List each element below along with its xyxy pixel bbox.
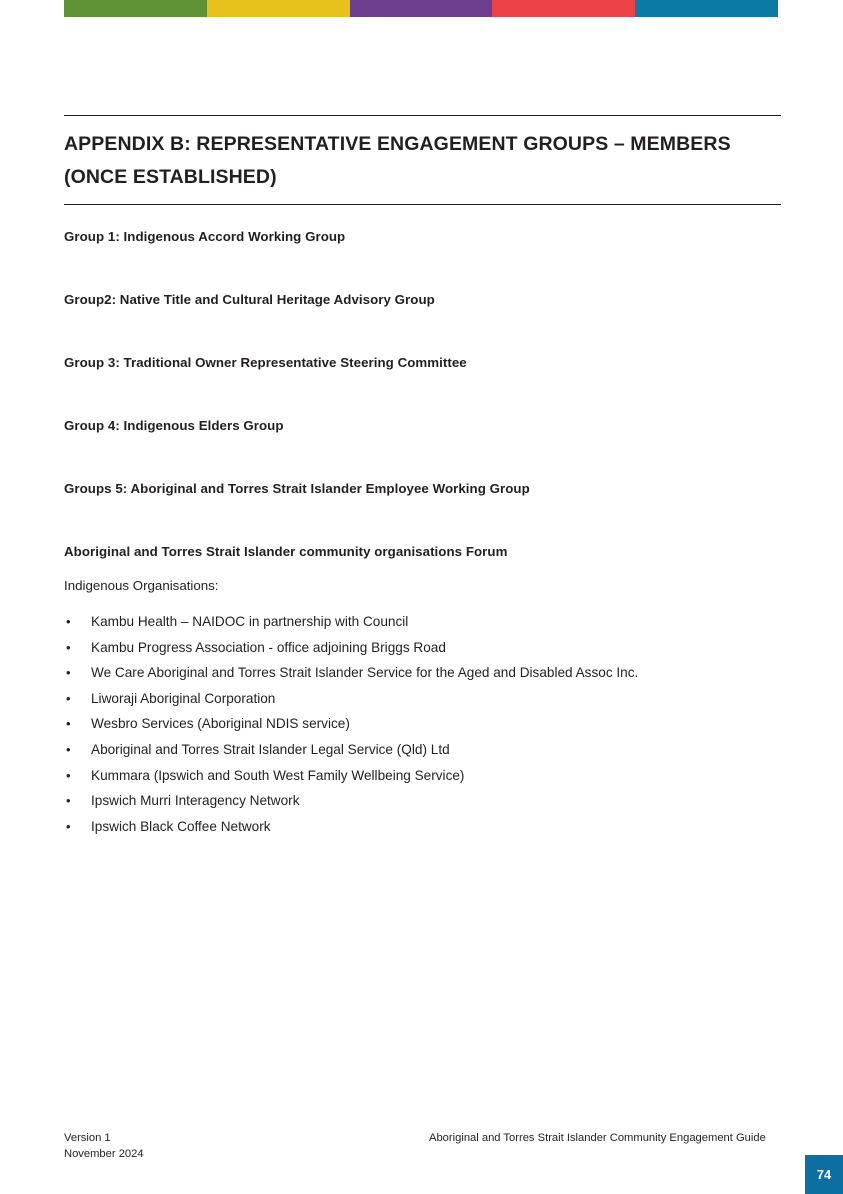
list-item-label: Aboriginal and Torres Strait Islander Legal Service (Qld) Ltd xyxy=(91,741,450,757)
bullet-icon: • xyxy=(66,690,71,706)
color-bar-segment-2 xyxy=(207,0,350,17)
group-heading-5: Groups 5: Aboriginal and Torres Strait Islander Employee Working Group xyxy=(64,481,530,496)
list-item xyxy=(64,635,781,661)
list-item xyxy=(64,814,781,840)
list-item-label: Liworaji Aboriginal Corporation xyxy=(91,690,276,706)
bullet-icon: • xyxy=(66,639,71,655)
footer-version: Version 1 xyxy=(64,1132,111,1144)
group-heading-4: Group 4: Indigenous Elders Group xyxy=(64,418,284,433)
decorative-color-bar xyxy=(64,0,778,17)
appendix-heading-block xyxy=(64,115,781,205)
footer-document-title: Aboriginal and Torres Strait Islander Community Engagement Guide xyxy=(429,1132,766,1144)
list-item-label: Kambu Health – NAIDOC in partnership with Council xyxy=(91,614,409,629)
bullet-icon: • xyxy=(66,741,71,757)
bullet-icon: • xyxy=(66,767,71,783)
indigenous-organisations-label: Indigenous Organisations: xyxy=(64,578,219,593)
page-content xyxy=(64,228,781,839)
list-item-label: Kummara (Ipswich and South West Family Wellbeing Service) xyxy=(91,767,465,783)
list-item xyxy=(64,788,781,814)
list-item-label: Wesbro Services (Aboriginal NDIS service) xyxy=(91,716,350,732)
list-item xyxy=(64,711,781,737)
list-item xyxy=(64,686,781,712)
list-item-label: Kambu Progress Association - office adjoining Briggs Road xyxy=(91,639,446,655)
color-bar-segment-5 xyxy=(635,0,778,17)
list-item-label: Ipswich Black Coffee Network xyxy=(91,818,271,834)
group-heading-3: Group 3: Traditional Owner Representative Steering Committee xyxy=(64,355,467,370)
list-item xyxy=(64,660,781,686)
page-title: APPENDIX B: REPRESENTATIVE ENGAGEMENT GROUPS – MEMBERS (ONCE ESTABLISHED) xyxy=(64,133,731,188)
color-bar-segment-1 xyxy=(64,0,207,17)
list-item xyxy=(64,737,781,763)
color-bar-segment-4 xyxy=(492,0,635,17)
list-item-label: Ipswich Murri Interagency Network xyxy=(91,793,300,809)
list-item xyxy=(64,763,781,789)
color-bar-segment-3 xyxy=(350,0,493,17)
list-item xyxy=(64,609,781,635)
bullet-icon: • xyxy=(66,665,71,681)
footer-version-block xyxy=(64,1131,144,1162)
group-heading-2: Group2: Native Title and Cultural Heritage Advisory Group xyxy=(64,292,435,307)
group-heading-1: Group 1: Indigenous Accord Working Group xyxy=(64,229,346,244)
list-item-label: We Care Aboriginal and Torres Strait Islander Service for the Aged and Disabled Assoc Inc. xyxy=(91,665,639,681)
bullet-icon: • xyxy=(66,614,71,629)
page-number-badge: 74 xyxy=(805,1155,843,1194)
bullet-icon: • xyxy=(66,716,71,732)
footer-date: November 2024 xyxy=(64,1147,144,1160)
forum-heading: Aboriginal and Torres Strait Islander community organisations Forum xyxy=(64,544,508,559)
bullet-icon: • xyxy=(66,793,71,809)
bullet-icon: • xyxy=(66,818,71,834)
organisation-list xyxy=(64,609,781,839)
